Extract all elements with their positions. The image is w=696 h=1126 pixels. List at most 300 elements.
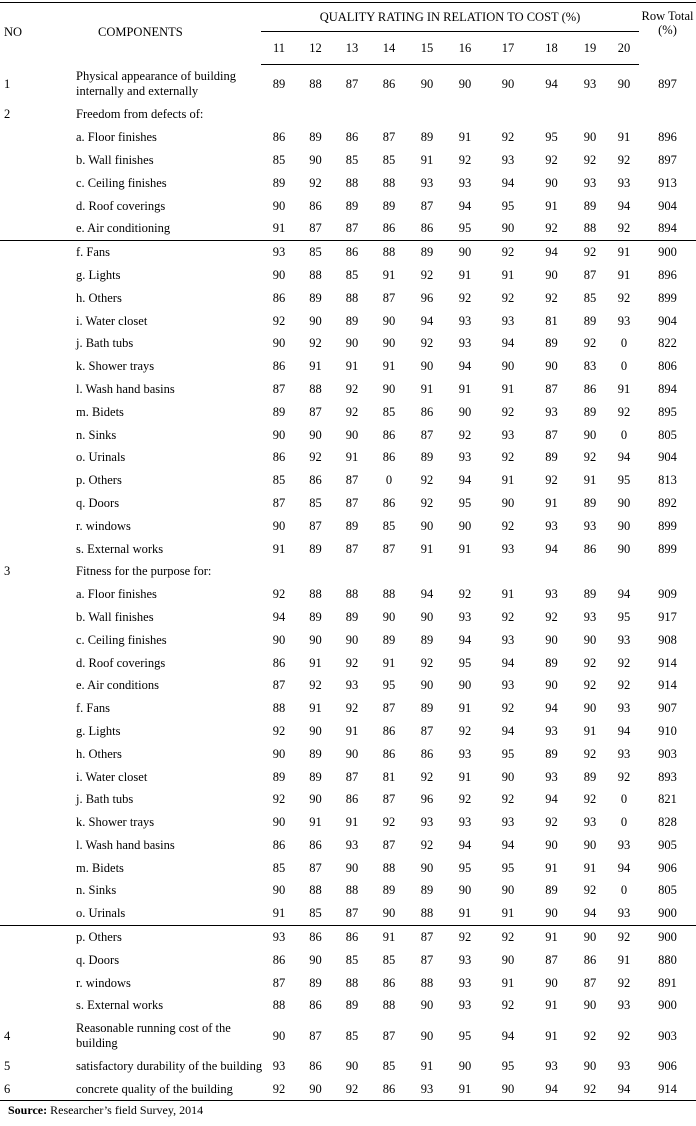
rating-cell: 83 (583, 359, 597, 374)
rating-cell: 90 (420, 77, 434, 91)
rating-cell: 93 (545, 769, 558, 784)
component-label: m. Bidets (76, 404, 124, 419)
rating-cell: 93 (501, 313, 515, 328)
rating-cell: 90 (617, 495, 631, 510)
rating-cell: 92 (458, 792, 472, 807)
rating-cell: 92 (309, 336, 322, 351)
rating-cell: 86 (408, 217, 446, 240)
table-row (0, 400, 696, 423)
rating-cell: 91 (583, 473, 597, 488)
rating-cell: 92 (617, 930, 631, 945)
rating-cell: 86 (272, 837, 286, 852)
rating-cell: 85 (272, 860, 286, 875)
rating-cell: 86 (345, 792, 359, 807)
rating-cell: 88 (420, 975, 434, 990)
rating-cell: 94 (545, 77, 558, 91)
rating-cell: 90 (583, 130, 597, 145)
rating-cell: 93 (458, 746, 472, 761)
table-row (0, 994, 696, 1017)
rating-cell: 90 (545, 175, 558, 190)
rating-cell: 94 (545, 541, 558, 556)
row-total-cell: 828 (658, 815, 677, 830)
rating-cell: 0 (620, 359, 628, 374)
rating-cell: 94 (545, 245, 558, 260)
header-components: COMPONENTS (36, 3, 261, 65)
rating-cell (571, 103, 609, 126)
component-label: r. windows (76, 975, 131, 990)
rating-cell: 93 (501, 541, 515, 556)
rating-cell: 92 (583, 336, 597, 351)
table-row (0, 811, 696, 834)
rating-cell (408, 103, 446, 126)
row-total-cell: 905 (658, 837, 677, 852)
row-total-cell: 917 (658, 609, 677, 624)
rating-cell: 0 (620, 336, 628, 351)
table-row (0, 742, 696, 765)
rating-cell: 92 (583, 655, 597, 670)
rating-cell: 90 (583, 837, 597, 852)
header-col-18: 18 (532, 32, 571, 65)
rating-cell: 93 (458, 815, 472, 830)
row-number (0, 446, 36, 469)
rating-cell: 88 (382, 175, 396, 190)
table-row (0, 492, 696, 515)
rating-cell: 87 (382, 701, 396, 716)
rating-cell: 90 (501, 359, 515, 374)
header-col-20: 20 (609, 32, 639, 65)
rating-cell: 94 (420, 587, 434, 602)
rating-cell: 91 (345, 723, 359, 738)
table-row (0, 879, 696, 902)
rating-cell (571, 560, 609, 583)
row-number (0, 400, 36, 423)
row-total-cell (639, 560, 696, 583)
rating-cell: 93 (458, 336, 472, 351)
row-total-cell: 806 (658, 359, 677, 374)
rating-cell: 91 (382, 655, 396, 670)
component-label: i. Water closet (76, 769, 148, 784)
rating-cell: 90 (309, 313, 322, 328)
rating-cell: 94 (617, 587, 631, 602)
rating-cell: 87 (345, 541, 359, 556)
rating-cell: 90 (458, 404, 472, 419)
rating-cell: 93 (583, 609, 597, 624)
table-row (0, 788, 696, 811)
component-label: o. Urinals (76, 450, 126, 465)
row-total-cell: 892 (658, 495, 677, 510)
rating-cell: 90 (382, 381, 396, 396)
rating-cell: 92 (583, 792, 597, 807)
rating-cell (370, 560, 408, 583)
rating-cell: 92 (617, 404, 631, 419)
row-number (0, 674, 36, 697)
rating-cell: 92 (501, 245, 515, 260)
component-label: s. External works (76, 541, 164, 556)
rating-cell: 89 (545, 655, 558, 670)
rating-cell: 93 (501, 632, 515, 647)
component-label: c. Ceiling finishes (76, 175, 167, 190)
rating-cell: 91 (545, 860, 558, 875)
component-label: o. Urinals (36, 902, 261, 925)
table-row (0, 674, 696, 697)
rating-cell: 92 (617, 1028, 631, 1043)
rating-cell: 92 (571, 1078, 609, 1101)
rating-cell: 89 (382, 198, 396, 213)
row-number (0, 469, 36, 492)
rating-cell: 85 (272, 473, 286, 488)
rating-cell: 87 (309, 404, 322, 419)
component-label: d. Roof coverings (76, 198, 166, 213)
component-label: satisfactory durability of the building (76, 1059, 263, 1074)
header-col-19: 19 (571, 32, 609, 65)
rating-cell: 92 (545, 609, 558, 624)
source-text: Researcher’s field Survey, 2014 (47, 1103, 204, 1117)
rating-cell: 87 (420, 952, 434, 967)
rating-cell: 92 (617, 678, 631, 693)
rating-cell: 90 (345, 632, 359, 647)
rating-cell: 90 (420, 678, 434, 693)
rating-cell: 94 (617, 723, 631, 738)
component-label: d. Roof coverings (76, 655, 166, 670)
rating-cell: 89 (272, 77, 286, 91)
rating-cell: 93 (501, 152, 515, 167)
row-total-cell: 914 (658, 678, 677, 693)
rating-cell: 90 (458, 1059, 472, 1074)
rating-cell: 93 (583, 518, 597, 533)
rating-cell: 88 (345, 175, 359, 190)
row-total-cell: 904 (658, 450, 677, 465)
rating-cell: 94 (609, 1078, 639, 1101)
rating-cell: 95 (458, 495, 472, 510)
component-label: k. Shower trays (76, 359, 155, 374)
header-col-16: 16 (446, 32, 484, 65)
row-number (0, 286, 36, 309)
rating-cell: 92 (345, 381, 359, 396)
table-row (0, 1078, 696, 1101)
rating-cell: 90 (617, 541, 631, 556)
rating-cell: 90 (458, 77, 472, 91)
rating-cell: 93 (583, 77, 597, 91)
rating-cell: 90 (583, 632, 597, 647)
rating-cell: 90 (545, 632, 558, 647)
rating-cell: 93 (458, 998, 472, 1013)
row-number (0, 720, 36, 743)
rating-cell: 90 (382, 609, 396, 624)
rating-cell: 90 (345, 746, 359, 761)
component-label: Fitness for the purpose for: (76, 564, 212, 579)
rating-cell: 86 (370, 217, 408, 240)
rating-cell: 90 (420, 1028, 434, 1043)
rating-cell: 86 (345, 930, 359, 945)
row-number (0, 651, 36, 674)
table-row (0, 765, 696, 788)
rating-cell: 92 (583, 883, 597, 898)
rating-cell: 90 (420, 860, 434, 875)
table-row (0, 286, 696, 309)
rating-cell: 86 (272, 290, 286, 305)
rating-cell: 87 (545, 952, 558, 967)
row-number (0, 925, 36, 948)
rating-cell: 87 (545, 381, 558, 396)
row-total-cell: 900 (658, 998, 677, 1013)
rating-cell: 91 (345, 359, 359, 374)
component-label: p. Others (76, 473, 122, 488)
rating-cell: 91 (501, 975, 515, 990)
row-number (0, 583, 36, 606)
rating-cell: 89 (382, 883, 396, 898)
rating-cell: 87 (309, 860, 322, 875)
rating-cell: 89 (545, 746, 558, 761)
source-note (8, 1103, 203, 1118)
rating-cell: 89 (583, 404, 597, 419)
table-row (0, 628, 696, 651)
rating-cell: 90 (583, 701, 597, 716)
row-total-cell: 896 (658, 130, 677, 145)
rating-cell: 86 (309, 998, 322, 1013)
rating-cell: 93 (501, 815, 515, 830)
rating-cell: 91 (545, 998, 558, 1013)
row-total-cell: 914 (639, 1078, 696, 1101)
rating-cell: 90 (583, 930, 597, 945)
component-label: g. Lights (76, 723, 121, 738)
rating-cell: 87 (334, 217, 370, 240)
component-label: b. Wall finishes (76, 152, 154, 167)
row-number (0, 149, 36, 172)
header-row-1 (0, 3, 696, 32)
rating-cell: 86 (583, 541, 597, 556)
rating-cell: 0 (620, 427, 628, 442)
component-label: a. Floor finishes (76, 130, 157, 145)
rating-cell: 91 (382, 359, 396, 374)
component-label: f. Fans (76, 245, 111, 260)
rating-cell: 92 (272, 723, 286, 738)
rating-cell: 94 (458, 198, 472, 213)
rating-cell: 93 (545, 518, 558, 533)
table-row (0, 651, 696, 674)
rating-cell: 87 (345, 473, 359, 488)
rating-cell: 90 (297, 1078, 334, 1101)
rating-cell: 92 (501, 450, 515, 465)
component-label: a. Floor finishes (76, 587, 157, 602)
rating-cell: 86 (382, 450, 396, 465)
rating-cell: 89 (420, 245, 434, 260)
rating-cell (446, 560, 484, 583)
rating-cell: 94 (420, 313, 434, 328)
component-label: p. Others (76, 930, 122, 945)
component-label: Physical appearance of building internally and externally (76, 68, 237, 98)
rating-cell: 91 (446, 902, 484, 925)
rating-cell: 94 (458, 359, 472, 374)
rating-cell: 92 (501, 792, 515, 807)
rating-cell: 86 (420, 746, 434, 761)
rating-cell: 93 (420, 815, 434, 830)
rating-cell: 94 (458, 632, 472, 647)
rating-cell: 87 (309, 518, 322, 533)
table-row (0, 332, 696, 355)
table-row (0, 309, 696, 332)
table-row (0, 1017, 696, 1055)
rating-cell: 89 (309, 541, 322, 556)
rating-cell: 87 (382, 290, 396, 305)
rating-cell: 95 (617, 609, 631, 624)
rating-cell: 94 (501, 175, 515, 190)
rating-cell: 93 (458, 609, 472, 624)
rating-cell: 90 (617, 77, 631, 91)
row-total-cell: 900 (658, 930, 677, 945)
rating-cell: 87 (272, 678, 286, 693)
row-total-cell: 904 (658, 198, 677, 213)
rating-cell: 95 (458, 1028, 472, 1043)
rating-cell: 95 (501, 198, 515, 213)
rating-cell: 87 (583, 267, 597, 282)
row-total-cell: 907 (658, 701, 677, 716)
rating-cell: 91 (545, 930, 558, 945)
rating-cell: 86 (272, 655, 286, 670)
rating-cell: 91 (382, 267, 396, 282)
row-number (0, 856, 36, 879)
row-number: 2 (4, 107, 11, 122)
rating-cell (532, 103, 571, 126)
rating-cell: 87 (382, 1028, 396, 1043)
rating-cell: 89 (545, 450, 558, 465)
rating-cell: 91 (617, 130, 631, 145)
rating-cell: 85 (345, 152, 359, 167)
rating-cell: 90 (484, 217, 532, 240)
rating-cell: 93 (545, 1059, 558, 1074)
rating-cell: 90 (458, 245, 472, 260)
rating-cell: 91 (583, 723, 597, 738)
rating-cell: 88 (408, 902, 446, 925)
rating-cell: 90 (309, 723, 322, 738)
rating-cell (334, 560, 370, 583)
rating-cell: 91 (261, 217, 297, 240)
rating-cell: 90 (458, 883, 472, 898)
rating-cell: 89 (309, 746, 322, 761)
header-col-15: 15 (408, 32, 446, 65)
rating-cell: 92 (420, 473, 434, 488)
rating-cell: 90 (309, 792, 322, 807)
component-label: l. Wash hand basins (76, 837, 175, 852)
row-number (0, 171, 36, 194)
rating-cell: 90 (345, 860, 359, 875)
rating-cell: 90 (272, 883, 286, 898)
rating-cell: 90 (272, 427, 286, 442)
rating-cell: 93 (458, 975, 472, 990)
table-row (0, 925, 696, 948)
rating-cell: 91 (309, 815, 322, 830)
row-number (0, 606, 36, 629)
row-total-cell: 900 (639, 902, 696, 925)
rating-cell: 90 (382, 336, 396, 351)
rating-cell: 93 (617, 1059, 631, 1074)
rating-cell: 87 (272, 495, 286, 510)
rating-cell: 89 (583, 313, 597, 328)
rating-cell: 93 (272, 930, 286, 945)
row-number (0, 492, 36, 515)
rating-cell: 94 (617, 860, 631, 875)
rating-cell (297, 103, 334, 126)
rating-cell: 89 (272, 404, 286, 419)
rating-cell: 86 (345, 130, 359, 145)
rating-cell: 87 (545, 427, 558, 442)
rating-cell: 92 (501, 930, 515, 945)
rating-cell: 90 (420, 609, 434, 624)
rating-cell: 90 (345, 336, 359, 351)
rating-cell: 93 (272, 245, 286, 260)
rating-cell: 85 (382, 1059, 396, 1074)
rating-cell: 91 (617, 267, 631, 282)
row-number (0, 217, 36, 240)
rating-cell: 91 (617, 245, 631, 260)
rating-cell: 92 (501, 518, 515, 533)
rating-cell: 95 (545, 130, 558, 145)
rating-cell: 87 (309, 1028, 322, 1043)
row-total-cell: 899 (658, 518, 677, 533)
rating-cell: 91 (583, 860, 597, 875)
rating-cell: 88 (309, 587, 322, 602)
rating-cell: 93 (583, 175, 597, 190)
rating-cell: 95 (446, 217, 484, 240)
rating-cell: 91 (501, 267, 515, 282)
rating-cell: 92 (617, 975, 631, 990)
rating-cell: 90 (545, 267, 558, 282)
rating-cell: 94 (617, 198, 631, 213)
rating-cell: 91 (458, 130, 472, 145)
rating-cell: 86 (382, 746, 396, 761)
rating-cell: 92 (458, 290, 472, 305)
rating-cell: 90 (272, 198, 286, 213)
rating-cell: 92 (420, 267, 434, 282)
row-number (0, 309, 36, 332)
rating-cell: 92 (261, 1078, 297, 1101)
rating-cell: 89 (309, 130, 322, 145)
rating-cell: 93 (458, 175, 472, 190)
rating-cell: 91 (501, 473, 515, 488)
row-number (0, 971, 36, 994)
rating-cell: 92 (545, 290, 558, 305)
header-col-17: 17 (484, 32, 532, 65)
rating-cell: 91 (617, 381, 631, 396)
component-label: n. Sinks (76, 427, 117, 442)
rating-cell: 86 (382, 495, 396, 510)
rating-cell: 85 (382, 518, 396, 533)
table-row (0, 720, 696, 743)
rating-cell: 94 (272, 609, 286, 624)
rating-cell: 89 (420, 450, 434, 465)
row-total-cell: 906 (658, 860, 677, 875)
table-row (0, 171, 696, 194)
row-total-cell: 805 (658, 883, 677, 898)
rating-cell: 89 (420, 883, 434, 898)
component-label: j. Bath tubs (76, 792, 134, 807)
table-row (0, 948, 696, 971)
rating-cell: 90 (501, 769, 515, 784)
rating-cell: 89 (309, 769, 322, 784)
rating-cell: 90 (583, 427, 597, 442)
row-number (0, 240, 36, 263)
rating-cell: 92 (272, 792, 286, 807)
rating-cell: 89 (345, 609, 359, 624)
rating-cell: 91 (382, 930, 396, 945)
rating-cell: 86 (583, 381, 597, 396)
table-row (0, 469, 696, 492)
rating-cell: 92 (345, 404, 359, 419)
rating-cell: 86 (309, 473, 322, 488)
rating-cell: 92 (583, 1028, 597, 1043)
row-total-cell: 891 (658, 975, 677, 990)
rating-cell: 90 (458, 518, 472, 533)
row-number: 3 (4, 564, 11, 579)
